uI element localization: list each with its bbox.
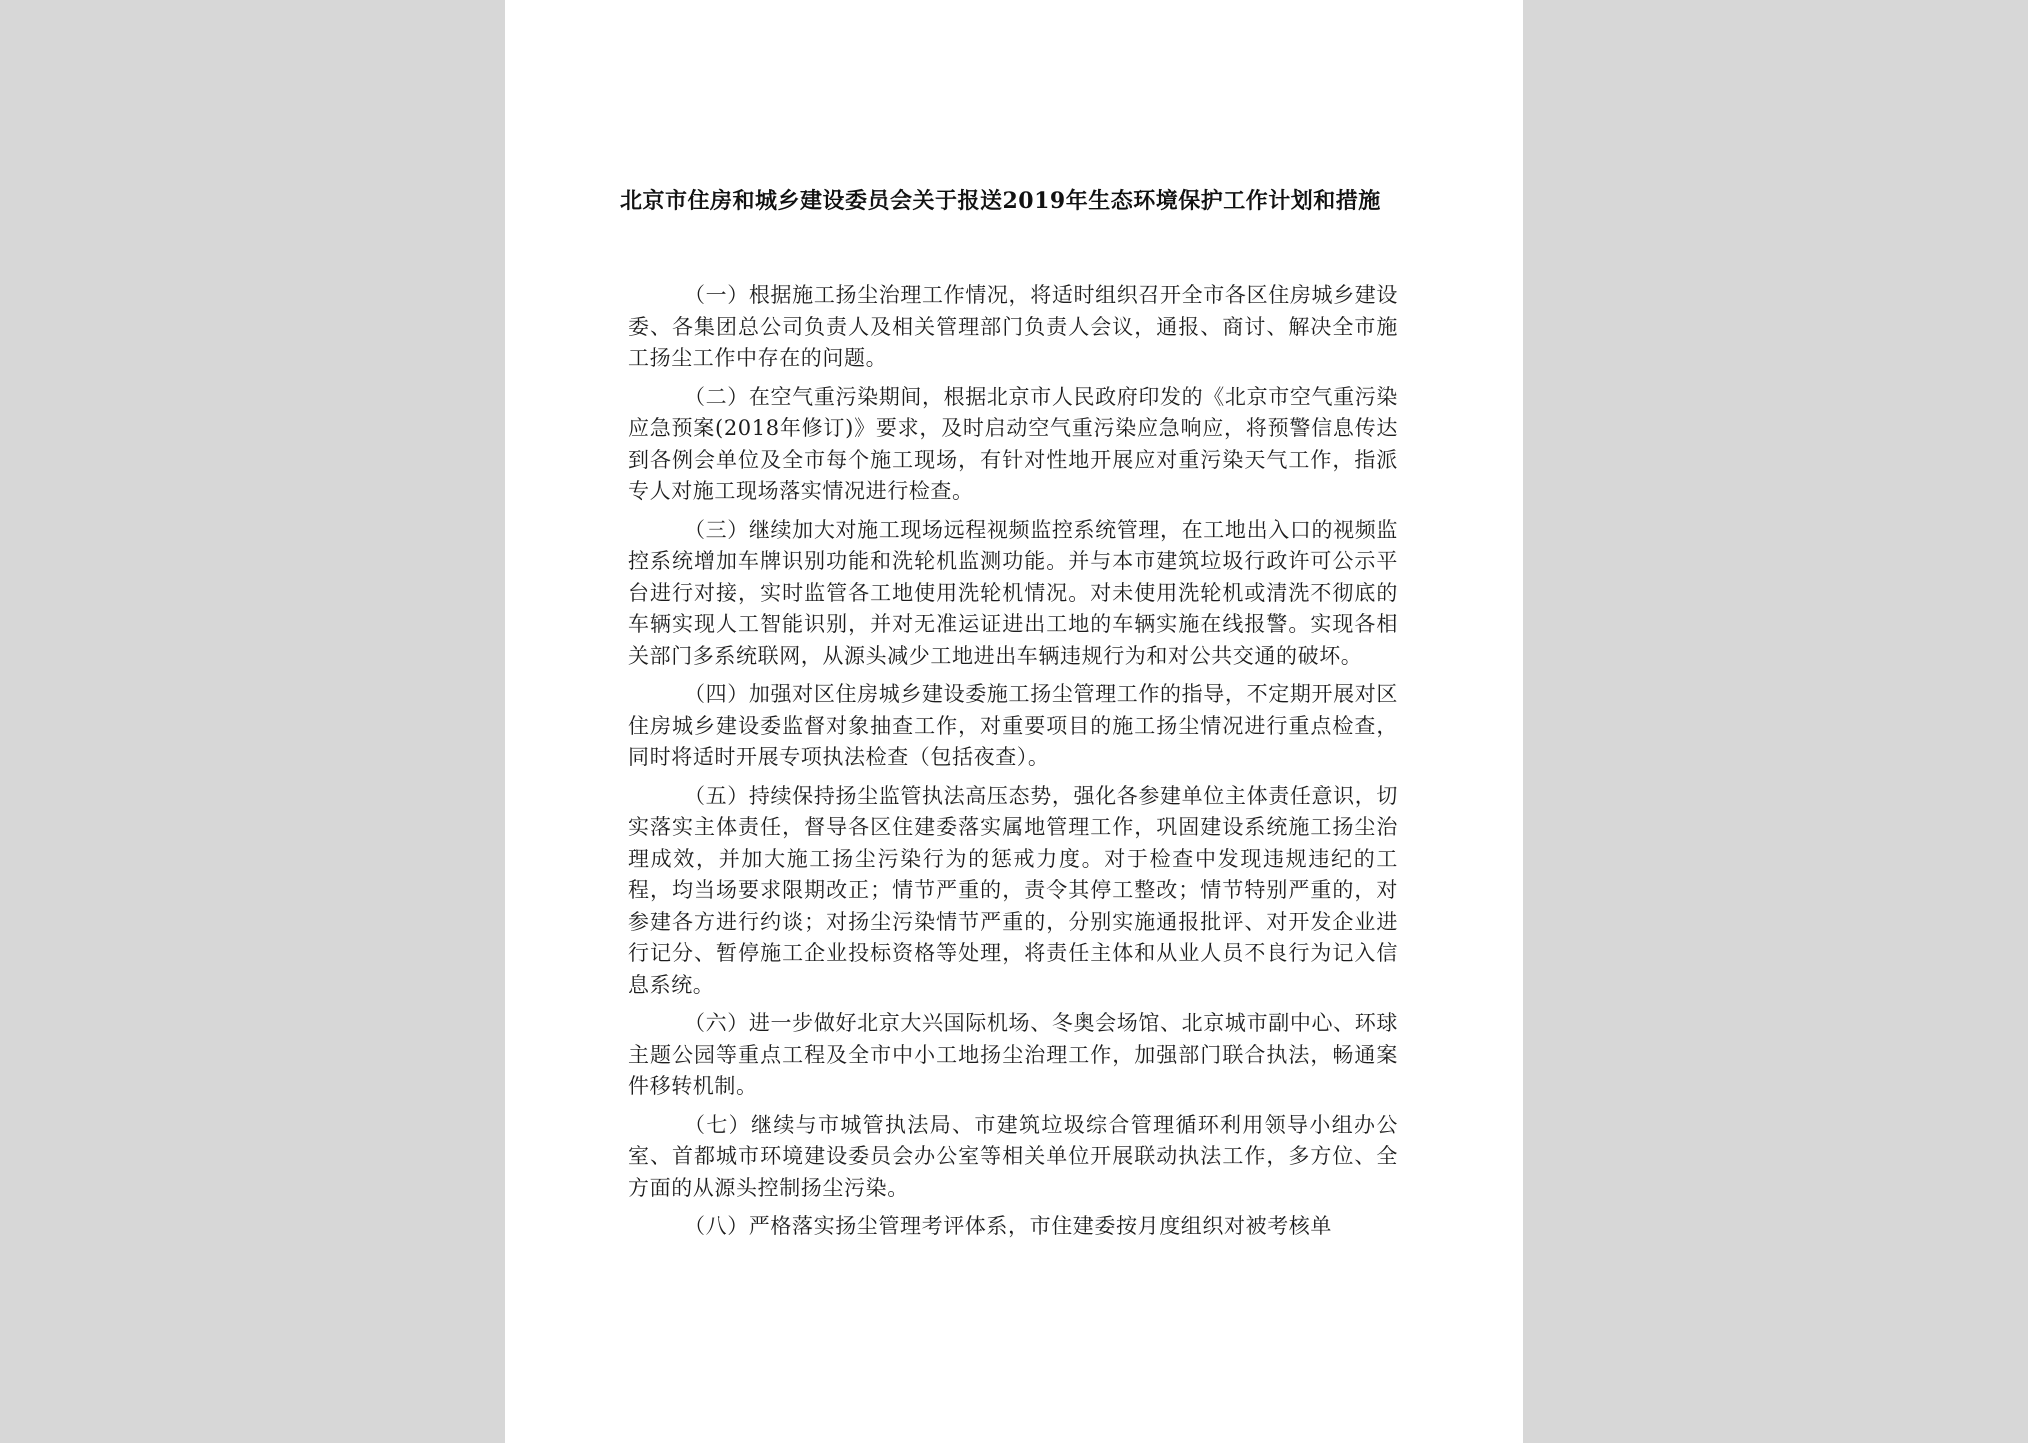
paragraph-3: （三）继续加大对施工现场远程视频监控系统管理，在工地出入口的视频监控系统增加车牌识别功能和洗轮机监测功能。并与本市建筑垃圾行政许可公示平台进行对接，实时监管各工地使用洗轮机情况。对未使用洗轮机或清洗不彻底的车辆实现人工智能识别，并对无准运证进出工地的车辆实施在线报警。实现各相关部门多系统联网，从源头减少工地进出车辆违规行为和对公共交通的破坏。 xyxy=(628,517,1398,668)
paragraph-4: （四）加强对区住房城乡建设委施工扬尘管理工作的指导，不定期开展对区住房城乡建设委监督对象抽查工作，对重要项目的施工扬尘情况进行重点检查，同时将适时开展专项执法检查（包括夜查）。 xyxy=(628,682,1398,769)
paragraph-6: （六）进一步做好北京大兴国际机场、冬奥会场馆、北京城市副中心、环球主题公园等重点工程及全市中小工地扬尘治理工作，加强部门联合执法，畅通案件移转机制。 xyxy=(628,1011,1398,1098)
paragraph-5: （五）持续保持扬尘监管执法高压态势，强化各参建单位主体责任意识，切实落实主体责任，督导各区住建委落实属地管理工作，巩固建设系统施工扬尘治理成效，并加大施工扬尘污染行为的惩戒力度。对于检查中发现违规违纪的工程，均当场要求限期改正；情节严重的，责令其停工整改；情节特别严重的，对参建各方进行约谈；对扬尘污染情节严重的，分别实施通报批评、对开发企业进行记分、暂停施工企业投标资格等处理，将责任主体和从业人员不良行为记入信息系统。 xyxy=(628,783,1398,997)
document-title: 北京市住房和城乡建设委员会关于报送2019年生态环境保护工作计划和措施 xyxy=(620,188,1381,214)
paragraph-8: （八）严格落实扬尘管理考评体系，市住建委按月度组织对被考核单 xyxy=(684,1214,1332,1238)
paragraph-2: （二）在空气重污染期间，根据北京市人民政府印发的《北京市空气重污染应急预案(2018年修订)》要求，及时启动空气重污染应急响应，将预警信息传达到各例会单位及全市每个施工现场，有针对性地开展应对重污染天气工作，指派专人对施工现场落实情况进行检查。 xyxy=(628,384,1398,503)
document-body xyxy=(628,280,1398,1250)
paragraph-7: （七）继续与市城管执法局、市建筑垃圾综合管理循环利用领导小组办公室、首都城市环境建设委员会办公室等相关单位开展联动执法工作，多方位、全方面的从源头控制扬尘污染。 xyxy=(628,1112,1398,1200)
paragraph-1: （一）根据施工扬尘治理工作情况，将适时组织召开全市各区住房城乡建设委、各集团总公司负责人及相关管理部门负责人会议，通报、商讨、解决全市施工扬尘工作中存在的问题。 xyxy=(628,283,1398,370)
